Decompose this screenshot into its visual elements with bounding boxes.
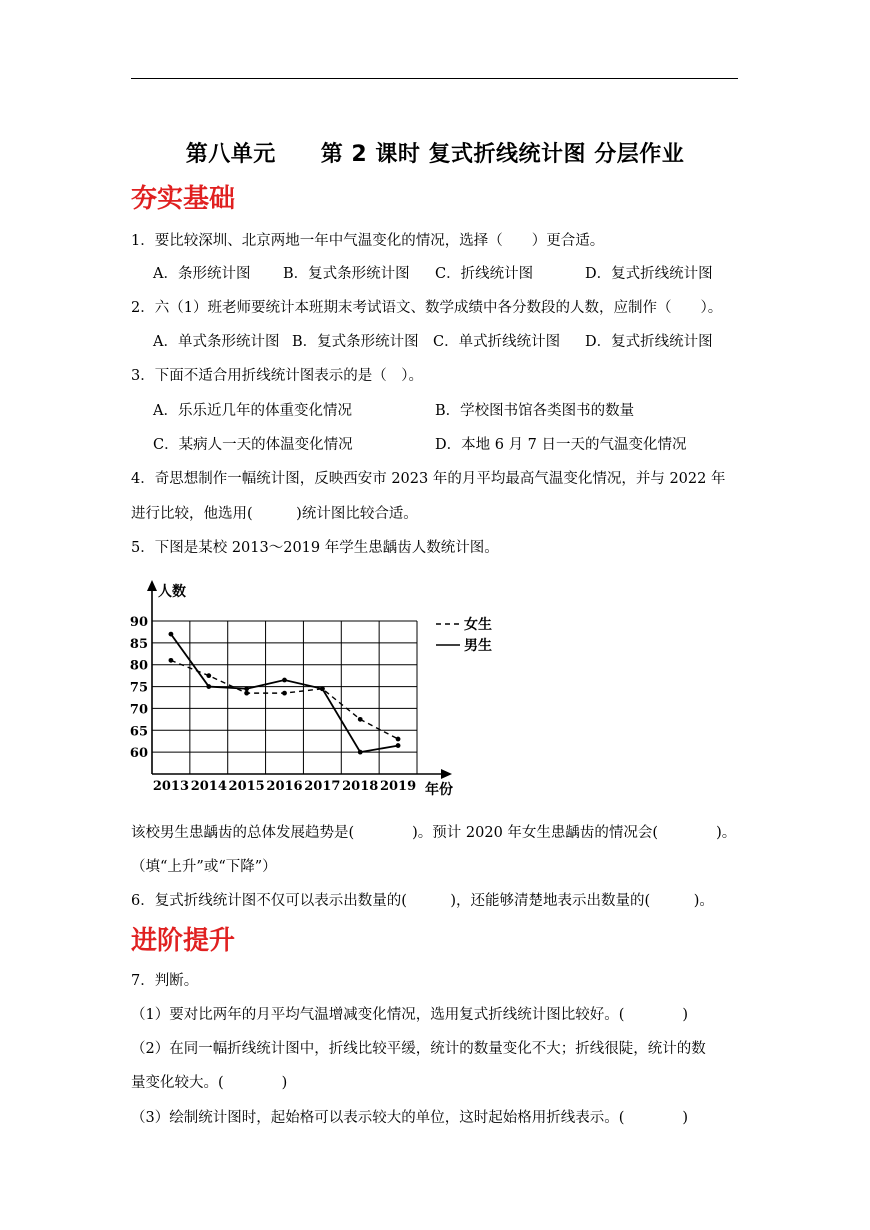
question-2-option-b[interactable]: B．复式条形统计图 xyxy=(292,334,419,350)
question-6-stem: 6．复式折线统计图不仅可以表示出数量的( )，还能够清楚地表示出数量的( )。 xyxy=(131,893,714,909)
question-3-option-b[interactable]: B．学校图书馆各类图书的数量 xyxy=(435,403,635,419)
y-axis-arrow xyxy=(147,580,157,591)
question-1-option-b[interactable]: B．复式条形统计图 xyxy=(283,266,410,282)
y-tick-label: 85 xyxy=(129,636,148,652)
y-axis-label: 人数 xyxy=(158,584,186,600)
question-2-option-d[interactable]: D．复式折线统计图 xyxy=(585,334,713,350)
page-title: 第八单元 第 2 课时 复式折线统计图 分层作业 xyxy=(185,142,685,167)
x-tick-label: 2017 xyxy=(304,779,341,794)
data-point xyxy=(244,686,249,691)
data-point xyxy=(358,717,363,722)
data-point xyxy=(396,737,401,742)
x-axis-arrow xyxy=(441,769,452,779)
chart-series xyxy=(169,632,401,755)
data-point xyxy=(169,632,174,637)
data-point xyxy=(206,673,211,678)
question-2-stem: 2．六（1）班老师要统计本班期末考试语文、数学成绩中各分数段的人数，应制作（ ）。 xyxy=(131,300,723,316)
x-axis-label: 年份 xyxy=(425,782,453,798)
section-advanced-heading: 进阶提升 xyxy=(131,926,236,956)
x-tick-label: 2014 xyxy=(190,779,227,794)
x-tick-label: 2015 xyxy=(228,779,265,794)
question-1-option-d[interactable]: D．复式折线统计图 xyxy=(585,266,713,282)
y-tick-label: 75 xyxy=(129,680,148,696)
legend-label: 男生 xyxy=(464,638,492,654)
question-1-stem: 1．要比较深圳、北京两地一年中气温变化的情况，选择（ ）更合适。 xyxy=(131,233,605,249)
question-1-option-a[interactable]: A．条形统计图 xyxy=(153,266,251,282)
x-tick-label: 2013 xyxy=(152,779,190,794)
question-3-stem: 3．下面不适合用折线统计图表示的是（ ）。 xyxy=(131,368,423,384)
y-tick-label: 70 xyxy=(129,702,148,718)
question-2-option-c[interactable]: C．单式折线统计图 xyxy=(433,334,561,350)
x-tick-label: 2019 xyxy=(379,779,417,794)
question-2-option-a[interactable]: A．单式条形统计图 xyxy=(153,334,280,350)
data-point xyxy=(244,691,249,696)
series-line-girls xyxy=(171,660,398,739)
data-point xyxy=(282,678,287,683)
chart-grid xyxy=(152,621,417,774)
question-4-line-1: 4．奇思想制作一幅统计图，反映西安市 2023 年的月平均最高气温变化情况，并与 2022 年 xyxy=(131,471,726,487)
data-point xyxy=(206,684,211,689)
question-4-line-2: 进行比较，他选用( )统计图比较合适。 xyxy=(131,506,418,522)
question-3-option-a[interactable]: A．乐乐近几年的体重变化情况 xyxy=(153,403,352,419)
data-point xyxy=(169,658,174,663)
question-7-stem: 7．判断。 xyxy=(131,973,199,989)
question-5-answer-line: 该校男生患龋齿的总体发展趋势是( )。预计 2020 年女生患龋齿的情况会( )。 xyxy=(131,825,737,841)
legend-label: 女生 xyxy=(464,617,492,633)
data-point xyxy=(320,686,325,691)
y-tick-label: 90 xyxy=(129,615,148,630)
chart-legend xyxy=(436,616,492,654)
data-point xyxy=(282,691,287,696)
data-point xyxy=(358,750,363,755)
y-tick-label: 65 xyxy=(129,724,148,740)
question-3-option-c[interactable]: C．某病人一天的体温变化情况 xyxy=(153,437,353,453)
y-tick-label: 80 xyxy=(129,658,148,674)
question-7-item-3: （3）绘制统计图时，起始格可以表示较大的单位，这时起始格用折线表示。( ) xyxy=(131,1110,689,1126)
header-rule xyxy=(131,78,738,79)
section-basic-heading: 夯实基础 xyxy=(131,184,236,214)
question-5-hint: （填“上升”或“下降”） xyxy=(131,859,277,875)
question-7-item-2-line-2: 量变化较大。( ) xyxy=(131,1075,288,1091)
question-3-option-d[interactable]: D．本地 6 月 7 日一天的气温变化情况 xyxy=(435,437,687,453)
x-tick-label: 2018 xyxy=(342,779,379,794)
data-point xyxy=(396,743,401,748)
question-5-stem: 5．下图是某校 2013～2019 年学生患龋齿人数统计图。 xyxy=(131,540,499,556)
dental-caries-line-chart xyxy=(125,575,515,805)
chart-ticks xyxy=(130,615,416,794)
question-7-item-2-line-1: （2）在同一幅折线统计图中，折线比较平缓，统计的数量变化不大；折线很陡，统计的数 xyxy=(131,1041,706,1057)
chart-axes xyxy=(147,580,453,798)
y-tick-label: 60 xyxy=(129,746,148,762)
x-tick-label: 2016 xyxy=(266,779,303,794)
question-1-option-c[interactable]: C．折线统计图 xyxy=(435,266,534,282)
question-7-item-1: （1）要对比两年的月平均气温增减变化情况，选用复式折线统计图比较好。( ) xyxy=(131,1007,689,1023)
